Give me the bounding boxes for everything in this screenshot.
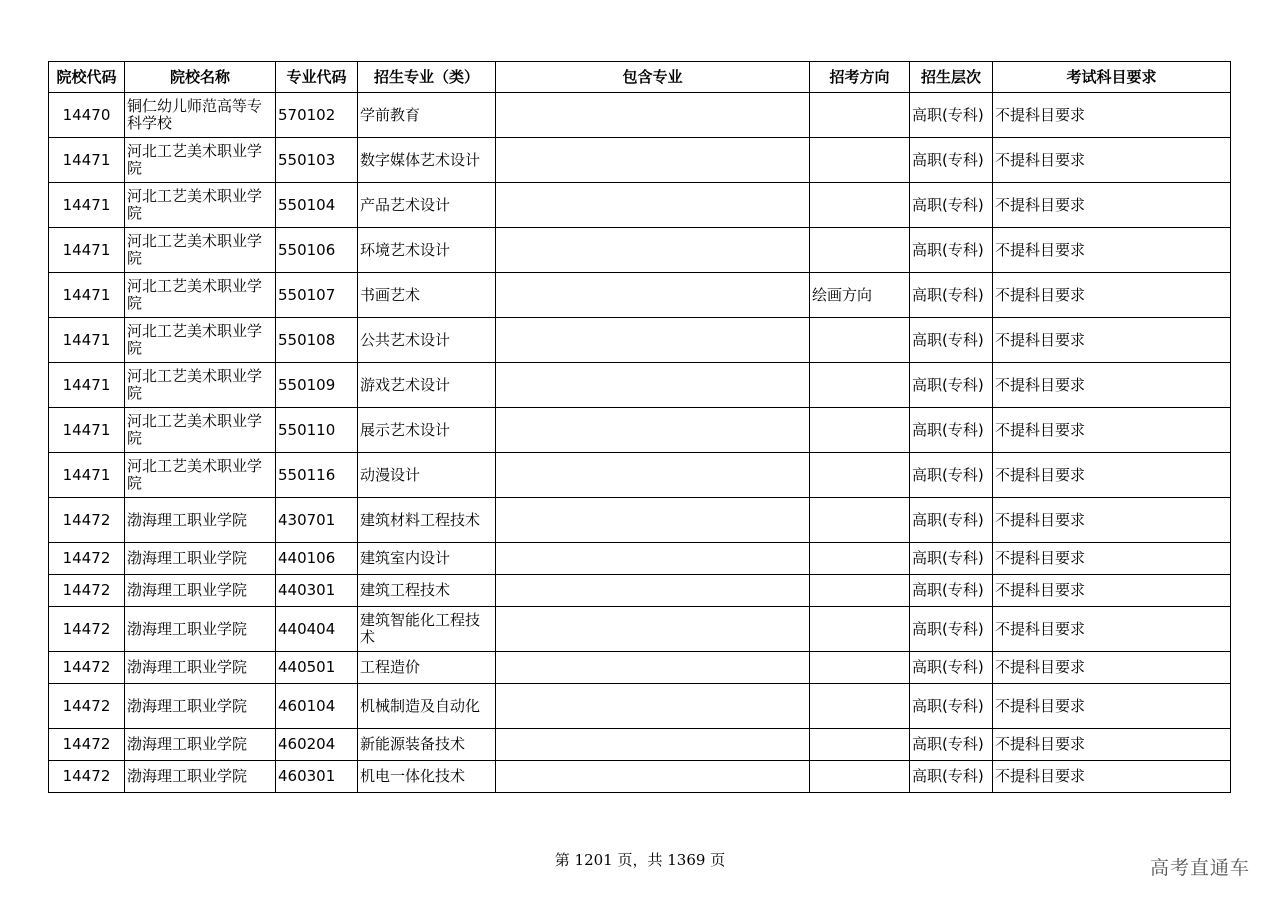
table-row (49, 93, 1231, 138)
cell-included-majors (496, 408, 810, 453)
table-row (49, 652, 1231, 684)
table-row (49, 318, 1231, 363)
cell-school-name: 河北工艺美术职业学院 (125, 273, 276, 318)
cell-included-majors (496, 138, 810, 183)
cell-major-code: 550110 (276, 408, 358, 453)
cell-requirement: 不提科目要求 (993, 761, 1231, 793)
cell-school-code: 14471 (49, 138, 125, 183)
cell-included-majors (496, 228, 810, 273)
cell-major-code: 570102 (276, 93, 358, 138)
watermark-text: 高考直通车 (1149, 857, 1250, 879)
cell-school-code: 14471 (49, 183, 125, 228)
cell-included-majors (496, 273, 810, 318)
admissions-table (48, 61, 1231, 793)
cell-school-name: 渤海理工职业学院 (125, 652, 276, 684)
cell-school-name: 渤海理工职业学院 (125, 543, 276, 575)
cell-level: 高职(专科) (910, 543, 993, 575)
cell-major: 数字媒体艺术设计 (358, 138, 496, 183)
cell-school-name: 河北工艺美术职业学院 (125, 453, 276, 498)
cell-school-code: 14472 (49, 761, 125, 793)
cell-school-code: 14472 (49, 652, 125, 684)
cell-requirement: 不提科目要求 (993, 363, 1231, 408)
cell-school-name: 渤海理工职业学院 (125, 607, 276, 652)
cell-included-majors (496, 543, 810, 575)
cell-level: 高职(专科) (910, 761, 993, 793)
cell-included-majors (496, 498, 810, 543)
table-body (49, 93, 1231, 793)
cell-school-name: 河北工艺美术职业学院 (125, 318, 276, 363)
header-school-code: 院校代码 (49, 62, 125, 93)
cell-school-name: 渤海理工职业学院 (125, 498, 276, 543)
cell-direction (810, 93, 910, 138)
cell-major-code: 550104 (276, 183, 358, 228)
cell-school-code: 14472 (49, 498, 125, 543)
cell-major: 机电一体化技术 (358, 761, 496, 793)
cell-major: 公共艺术设计 (358, 318, 496, 363)
admissions-table-container (48, 61, 1231, 793)
cell-school-name: 河北工艺美术职业学院 (125, 183, 276, 228)
cell-school-code: 14471 (49, 453, 125, 498)
cell-level: 高职(专科) (910, 228, 993, 273)
cell-included-majors (496, 729, 810, 761)
cell-major: 动漫设计 (358, 453, 496, 498)
table-row (49, 543, 1231, 575)
cell-school-name: 河北工艺美术职业学院 (125, 138, 276, 183)
cell-major-code: 550108 (276, 318, 358, 363)
cell-requirement: 不提科目要求 (993, 183, 1231, 228)
cell-major: 产品艺术设计 (358, 183, 496, 228)
cell-school-name: 渤海理工职业学院 (125, 575, 276, 607)
cell-included-majors (496, 363, 810, 408)
cell-direction (810, 183, 910, 228)
table-row (49, 138, 1231, 183)
cell-major-code: 460301 (276, 761, 358, 793)
cell-requirement: 不提科目要求 (993, 453, 1231, 498)
cell-included-majors (496, 453, 810, 498)
cell-major-code: 440501 (276, 652, 358, 684)
cell-major-code: 430701 (276, 498, 358, 543)
cell-school-code: 14470 (49, 93, 125, 138)
table-row (49, 761, 1231, 793)
table-row (49, 575, 1231, 607)
cell-major-code: 440301 (276, 575, 358, 607)
cell-level: 高职(专科) (910, 138, 993, 183)
cell-major: 游戏艺术设计 (358, 363, 496, 408)
cell-included-majors (496, 607, 810, 652)
cell-requirement: 不提科目要求 (993, 575, 1231, 607)
cell-school-name: 铜仁幼儿师范高等专科学校 (125, 93, 276, 138)
header-school-name: 院校名称 (125, 62, 276, 93)
table-row (49, 498, 1231, 543)
cell-requirement: 不提科目要求 (993, 607, 1231, 652)
cell-requirement: 不提科目要求 (993, 729, 1231, 761)
cell-level: 高职(专科) (910, 408, 993, 453)
cell-major-code: 440106 (276, 543, 358, 575)
cell-direction (810, 543, 910, 575)
cell-direction (810, 363, 910, 408)
cell-major: 环境艺术设计 (358, 228, 496, 273)
table-row (49, 453, 1231, 498)
cell-major: 建筑室内设计 (358, 543, 496, 575)
cell-school-name: 河北工艺美术职业学院 (125, 363, 276, 408)
cell-requirement: 不提科目要求 (993, 498, 1231, 543)
table-row (49, 684, 1231, 729)
cell-major: 展示艺术设计 (358, 408, 496, 453)
cell-school-code: 14471 (49, 228, 125, 273)
cell-requirement: 不提科目要求 (993, 652, 1231, 684)
page-number-footer: 第 1201 页，共 1369 页 (554, 851, 726, 869)
cell-major: 工程造价 (358, 652, 496, 684)
cell-major-code: 460204 (276, 729, 358, 761)
cell-requirement: 不提科目要求 (993, 543, 1231, 575)
cell-major: 建筑工程技术 (358, 575, 496, 607)
cell-major-code: 460104 (276, 684, 358, 729)
cell-major-code: 550109 (276, 363, 358, 408)
table-row (49, 273, 1231, 318)
cell-included-majors (496, 575, 810, 607)
cell-level: 高职(专科) (910, 652, 993, 684)
cell-direction (810, 652, 910, 684)
cell-direction (810, 761, 910, 793)
table-row (49, 607, 1231, 652)
cell-level: 高职(专科) (910, 318, 993, 363)
cell-school-code: 14472 (49, 575, 125, 607)
cell-level: 高职(专科) (910, 183, 993, 228)
cell-school-code: 14472 (49, 729, 125, 761)
cell-major: 书画艺术 (358, 273, 496, 318)
cell-included-majors (496, 761, 810, 793)
cell-direction (810, 575, 910, 607)
table-row (49, 228, 1231, 273)
header-major: 招生专业（类） (358, 62, 496, 93)
cell-level: 高职(专科) (910, 607, 993, 652)
cell-major: 学前教育 (358, 93, 496, 138)
cell-direction (810, 408, 910, 453)
cell-school-code: 14471 (49, 408, 125, 453)
cell-direction: 绘画方向 (810, 273, 910, 318)
table-row (49, 408, 1231, 453)
cell-major: 建筑智能化工程技术 (358, 607, 496, 652)
header-requirement: 考试科目要求 (993, 62, 1231, 93)
cell-school-code: 14471 (49, 273, 125, 318)
cell-major-code: 550116 (276, 453, 358, 498)
cell-requirement: 不提科目要求 (993, 138, 1231, 183)
cell-requirement: 不提科目要求 (993, 228, 1231, 273)
cell-direction (810, 729, 910, 761)
cell-major-code: 550107 (276, 273, 358, 318)
header-included-majors: 包含专业 (496, 62, 810, 93)
cell-school-name: 渤海理工职业学院 (125, 729, 276, 761)
table-row (49, 363, 1231, 408)
cell-school-code: 14471 (49, 363, 125, 408)
cell-level: 高职(专科) (910, 93, 993, 138)
cell-included-majors (496, 183, 810, 228)
cell-requirement: 不提科目要求 (993, 318, 1231, 363)
cell-major-code: 550106 (276, 228, 358, 273)
cell-included-majors (496, 652, 810, 684)
header-direction: 招考方向 (810, 62, 910, 93)
cell-included-majors (496, 684, 810, 729)
cell-requirement: 不提科目要求 (993, 93, 1231, 138)
cell-school-name: 渤海理工职业学院 (125, 761, 276, 793)
cell-school-code: 14472 (49, 543, 125, 575)
header-major-code: 专业代码 (276, 62, 358, 93)
cell-level: 高职(专科) (910, 729, 993, 761)
cell-requirement: 不提科目要求 (993, 273, 1231, 318)
cell-included-majors (496, 93, 810, 138)
cell-included-majors (496, 318, 810, 363)
cell-school-name: 河北工艺美术职业学院 (125, 408, 276, 453)
cell-level: 高职(专科) (910, 575, 993, 607)
cell-direction (810, 607, 910, 652)
cell-school-code: 14472 (49, 684, 125, 729)
cell-major: 建筑材料工程技术 (358, 498, 496, 543)
cell-direction (810, 453, 910, 498)
cell-school-name: 渤海理工职业学院 (125, 684, 276, 729)
cell-school-name: 河北工艺美术职业学院 (125, 228, 276, 273)
table-row (49, 183, 1231, 228)
cell-direction (810, 228, 910, 273)
cell-major: 新能源装备技术 (358, 729, 496, 761)
cell-level: 高职(专科) (910, 273, 993, 318)
cell-school-code: 14471 (49, 318, 125, 363)
cell-requirement: 不提科目要求 (993, 408, 1231, 453)
cell-direction (810, 138, 910, 183)
cell-level: 高职(专科) (910, 453, 993, 498)
cell-school-code: 14472 (49, 607, 125, 652)
cell-level: 高职(专科) (910, 363, 993, 408)
cell-direction (810, 318, 910, 363)
cell-major: 机械制造及自动化 (358, 684, 496, 729)
cell-major-code: 440404 (276, 607, 358, 652)
cell-level: 高职(专科) (910, 684, 993, 729)
cell-direction (810, 684, 910, 729)
cell-requirement: 不提科目要求 (993, 684, 1231, 729)
table-row (49, 729, 1231, 761)
cell-major-code: 550103 (276, 138, 358, 183)
header-level: 招生层次 (910, 62, 993, 93)
table-header-row (49, 62, 1231, 93)
cell-level: 高职(专科) (910, 498, 993, 543)
cell-direction (810, 498, 910, 543)
